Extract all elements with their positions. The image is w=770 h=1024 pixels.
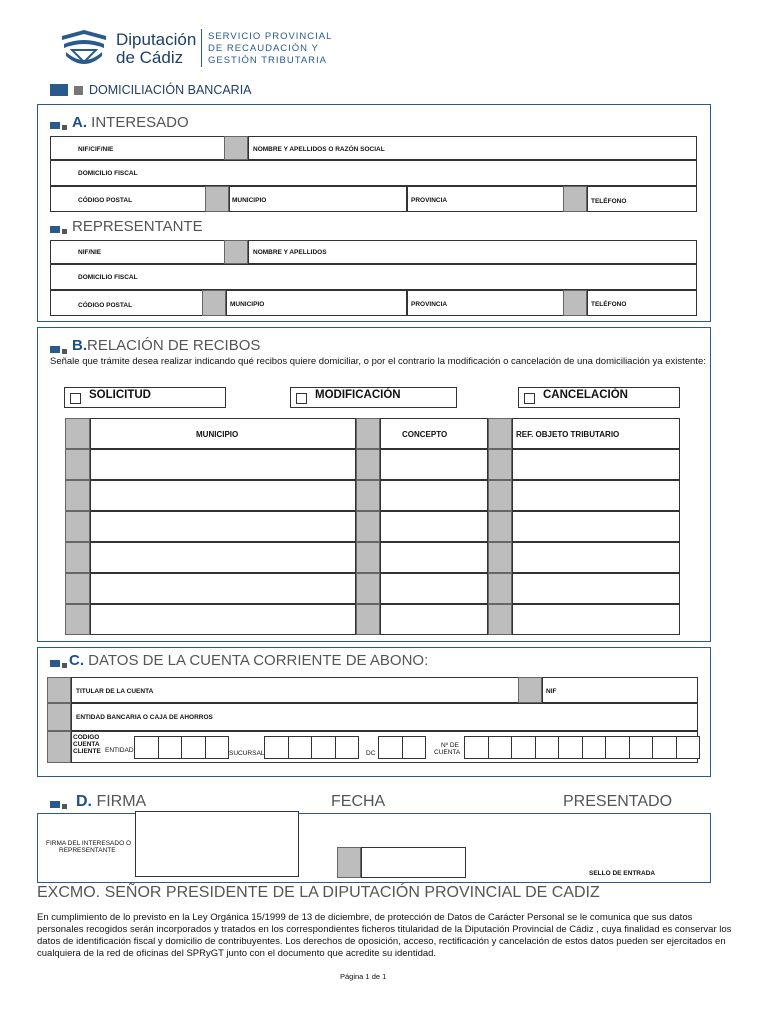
- interesado-domicilio-label: DOMICILIO FISCAL: [78, 170, 138, 177]
- solicitud-checkbox[interactable]: [70, 393, 81, 404]
- entidad-bancaria-label: ENTIDAD BANCARIA O CAJA DE AHORROS: [76, 714, 213, 721]
- org-name-line1: Diputación: [116, 30, 197, 49]
- ncuenta-label-line1: Nº DE: [441, 742, 459, 749]
- municipio-marker: [65, 542, 90, 573]
- presentado-heading: PRESENTADO: [563, 793, 673, 810]
- concepto-cell[interactable]: [380, 542, 488, 573]
- ref-cell[interactable]: [512, 480, 680, 511]
- concepto-cell[interactable]: [380, 511, 488, 542]
- concepto-marker: [356, 418, 380, 449]
- fecha-field[interactable]: [361, 847, 466, 878]
- ref-cell[interactable]: [512, 511, 680, 542]
- ref-marker: [488, 480, 512, 511]
- fecha-heading: FECHA: [331, 793, 386, 810]
- ref-cell[interactable]: [512, 604, 680, 635]
- concepto-marker: [356, 449, 380, 480]
- municipio-marker: [65, 480, 90, 511]
- section-d-heading: D. FIRMA: [76, 793, 147, 810]
- option-cancelacion-label: CANCELACIÓN: [543, 389, 628, 401]
- col-ref-header: REF. OBJETO TRIBUTARIO: [516, 430, 620, 439]
- ref-marker: [488, 604, 512, 635]
- ref-marker: [488, 573, 512, 604]
- col-concepto-header: CONCEPTO: [402, 430, 448, 439]
- cuenta-digit[interactable]: [605, 736, 630, 759]
- interesado-nif-label: NIF/CIF/NIE: [78, 146, 114, 153]
- concepto-marker: [356, 573, 380, 604]
- ccc-label-line1: CODIGO: [73, 734, 100, 741]
- representante-nombre-label: NOMBRE Y APELLIDOS: [253, 249, 327, 256]
- concepto-cell[interactable]: [380, 573, 488, 604]
- entidad-label: ENTIDAD: [105, 747, 134, 754]
- section-a-marker-blue: [50, 122, 60, 129]
- cuenta-nif-label: NIF: [546, 688, 557, 695]
- sucursal-digit[interactable]: [288, 736, 313, 759]
- municipio-marker: [65, 573, 90, 604]
- interesado-provincia-label: PROVINCIA: [411, 197, 448, 204]
- interesado-nif-field[interactable]: [50, 136, 225, 160]
- concepto-marker: [356, 511, 380, 542]
- municipio-marker: [65, 604, 90, 635]
- sucursal-digit[interactable]: [311, 736, 336, 759]
- entidad-digit[interactable]: [134, 736, 159, 759]
- interesado-telefono-label: TELÉFONO: [591, 198, 627, 205]
- municipio-cell[interactable]: [90, 511, 356, 542]
- org-name-line2: de Cádiz: [116, 48, 184, 67]
- ccc-label-line3: CLIENTE: [73, 748, 101, 755]
- titular-marker: [47, 677, 71, 703]
- ref-cell[interactable]: [512, 449, 680, 480]
- interesado-cp-label: CÓDIGO POSTAL: [78, 197, 133, 204]
- municipio-marker: [65, 418, 90, 449]
- fecha-marker: [337, 847, 361, 878]
- sucursal-digit[interactable]: [264, 736, 289, 759]
- entidad-bancaria-marker: [47, 703, 71, 731]
- representante-marker-blue: [50, 226, 60, 233]
- section-c-marker-blue: [50, 660, 60, 667]
- section-b-instruction: Señale que trámite desea realizar indicando qué recibos quiere domiciliar, o por el contrario la modificación o cancelación de una domiciliación ya existente:: [50, 356, 706, 367]
- section-d-marker-blue: [50, 801, 60, 808]
- representante-cp-marker: [202, 290, 226, 316]
- section-a-marker-gray: [62, 125, 67, 130]
- service-line2: DE RECAUDACIÓN Y: [208, 43, 319, 54]
- cuenta-digit[interactable]: [629, 736, 654, 759]
- title-square-blue: [50, 84, 68, 96]
- dc-label: DC: [366, 750, 376, 757]
- representante-cp-label: CÓDIGO POSTAL: [78, 302, 133, 309]
- title-square-gray: [74, 86, 83, 95]
- firma-label-line2: REPRESENTANTE: [59, 847, 116, 854]
- recibos-table: [65, 418, 680, 636]
- cuenta-digit[interactable]: [535, 736, 560, 759]
- section-b-marker-blue: [50, 346, 60, 353]
- ref-cell[interactable]: [512, 573, 680, 604]
- sucursal-digit[interactable]: [335, 736, 360, 759]
- interesado-cp-marker: [205, 186, 229, 212]
- interesado-nif-marker: [224, 136, 248, 160]
- representante-telefono-marker: [563, 290, 587, 316]
- firma-box[interactable]: [135, 811, 299, 877]
- cancelacion-checkbox[interactable]: [524, 393, 535, 404]
- representante-heading: REPRESENTANTE: [72, 218, 203, 235]
- ncuenta-label-line2: CUENTA: [434, 749, 461, 756]
- cuenta-digit[interactable]: [558, 736, 583, 759]
- representante-nif-marker: [224, 240, 248, 264]
- entidad-digit[interactable]: [205, 736, 230, 759]
- ref-marker: [488, 542, 512, 573]
- cuenta-digit[interactable]: [652, 736, 677, 759]
- cuenta-nif-marker: [518, 677, 542, 703]
- interesado-nombre-label: NOMBRE Y APELLIDOS O RAZÓN SOCIAL: [253, 146, 385, 153]
- representante-domicilio-field[interactable]: [50, 264, 697, 290]
- col-municipio-header: MUNICIPIO: [196, 430, 239, 439]
- page-number: Página 1 de 1: [340, 972, 387, 981]
- option-solicitud-label: SOLICITUD: [89, 389, 151, 401]
- representante-provincia-label: PROVINCIA: [411, 301, 448, 308]
- addressee: EXCMO. SEÑOR PRESIDENTE DE LA DIPUTACIÓN PROVINCIAL DE CADIZ: [37, 884, 600, 901]
- cuenta-nif-field[interactable]: [542, 677, 698, 703]
- municipio-cell[interactable]: [90, 480, 356, 511]
- service-line3: GESTIÓN TRIBUTARIA: [208, 55, 327, 66]
- ccc-label-line2: CUENTA: [73, 741, 100, 748]
- representante-municipio-label: MUNICIPIO: [230, 301, 265, 308]
- option-modificacion-label: MODIFICACIÓN: [315, 389, 401, 401]
- legal-text: En cumplimiento de lo previsto en la Ley Orgánica 15/1999 de 13 de diciembre, de protección de Datos de Carácter Personal se le comunica que sus datos personales recogidos serán incorporados y tratados en los correspondientes ficheros titularidad de la Diputación Provincial de Cádiz , cuya finalidad es conservar los datos de identificación fiscal y domicilio de contribuyentes. Los derechos de oposición, acceso, rectificación y cancelación de estos datos pueden ser ejercitados en cualquiera de la red de oficinas del SPRyGT junto con el documento que acredite su identidad.: [37, 912, 732, 959]
- cuenta-digit[interactable]: [464, 736, 489, 759]
- entidad-digit[interactable]: [158, 736, 183, 759]
- cuenta-digit[interactable]: [511, 736, 536, 759]
- interesado-municipio-label: MUNICIPIO: [232, 197, 267, 204]
- interesado-telefono-marker: [563, 186, 587, 212]
- municipio-cell[interactable]: [90, 449, 356, 480]
- municipio-cell[interactable]: [90, 604, 356, 635]
- service-line1: SERVICIO PROVINCIAL: [208, 31, 333, 42]
- section-c-heading: C. DATOS DE LA CUENTA CORRIENTE DE ABONO:: [69, 652, 429, 669]
- ref-marker: [488, 418, 512, 449]
- ref-cell[interactable]: [512, 542, 680, 573]
- cuenta-digit[interactable]: [582, 736, 607, 759]
- representante-telefono-label: TELÉFONO: [591, 301, 627, 308]
- section-c-marker-gray: [62, 663, 67, 668]
- section-a-heading: A. INTERESADO: [72, 114, 189, 131]
- concepto-marker: [356, 542, 380, 573]
- concepto-cell[interactable]: [380, 449, 488, 480]
- representante-nif-label: NIF/NIE: [78, 249, 102, 256]
- concepto-cell[interactable]: [380, 480, 488, 511]
- entidad-digit[interactable]: [181, 736, 206, 759]
- modificacion-checkbox[interactable]: [296, 393, 307, 404]
- titular-label: TITULAR DE LA CUENTA: [76, 688, 154, 695]
- sucursal-label: SUCURSAL: [229, 750, 265, 757]
- form-title: DOMICILIACIÓN BANCARIA: [89, 83, 252, 97]
- municipio-cell[interactable]: [90, 573, 356, 604]
- ref-marker: [488, 511, 512, 542]
- section-b-marker-gray: [62, 349, 67, 354]
- municipio-marker: [65, 511, 90, 542]
- interesado-domicilio-field[interactable]: [50, 160, 697, 186]
- section-d-marker-gray: [62, 804, 67, 809]
- diputacion-emblem-icon: [58, 28, 110, 68]
- ref-marker: [488, 449, 512, 480]
- cuenta-digit[interactable]: [676, 736, 701, 759]
- representante-domicilio-label: DOMICILIO FISCAL: [78, 274, 138, 281]
- section-b-heading: B.RELACIÓN DE RECIBOS: [72, 337, 261, 354]
- concepto-marker: [356, 480, 380, 511]
- concepto-marker: [356, 604, 380, 635]
- representante-nif-field[interactable]: [50, 240, 225, 264]
- header-divider: [201, 29, 202, 67]
- cuenta-digit[interactable]: [488, 736, 513, 759]
- representante-marker-gray: [62, 229, 67, 234]
- municipio-marker: [65, 449, 90, 480]
- dc-digit[interactable]: [378, 736, 403, 759]
- sello-entrada-label: SELLO DE ENTRADA: [589, 870, 656, 877]
- ccc-marker: [47, 731, 71, 763]
- firma-label-line1: FIRMA DEL INTERESADO O: [46, 840, 131, 847]
- municipio-cell[interactable]: [90, 542, 356, 573]
- logo: [58, 28, 110, 68]
- concepto-cell[interactable]: [380, 604, 488, 635]
- dc-digit[interactable]: [402, 736, 427, 759]
